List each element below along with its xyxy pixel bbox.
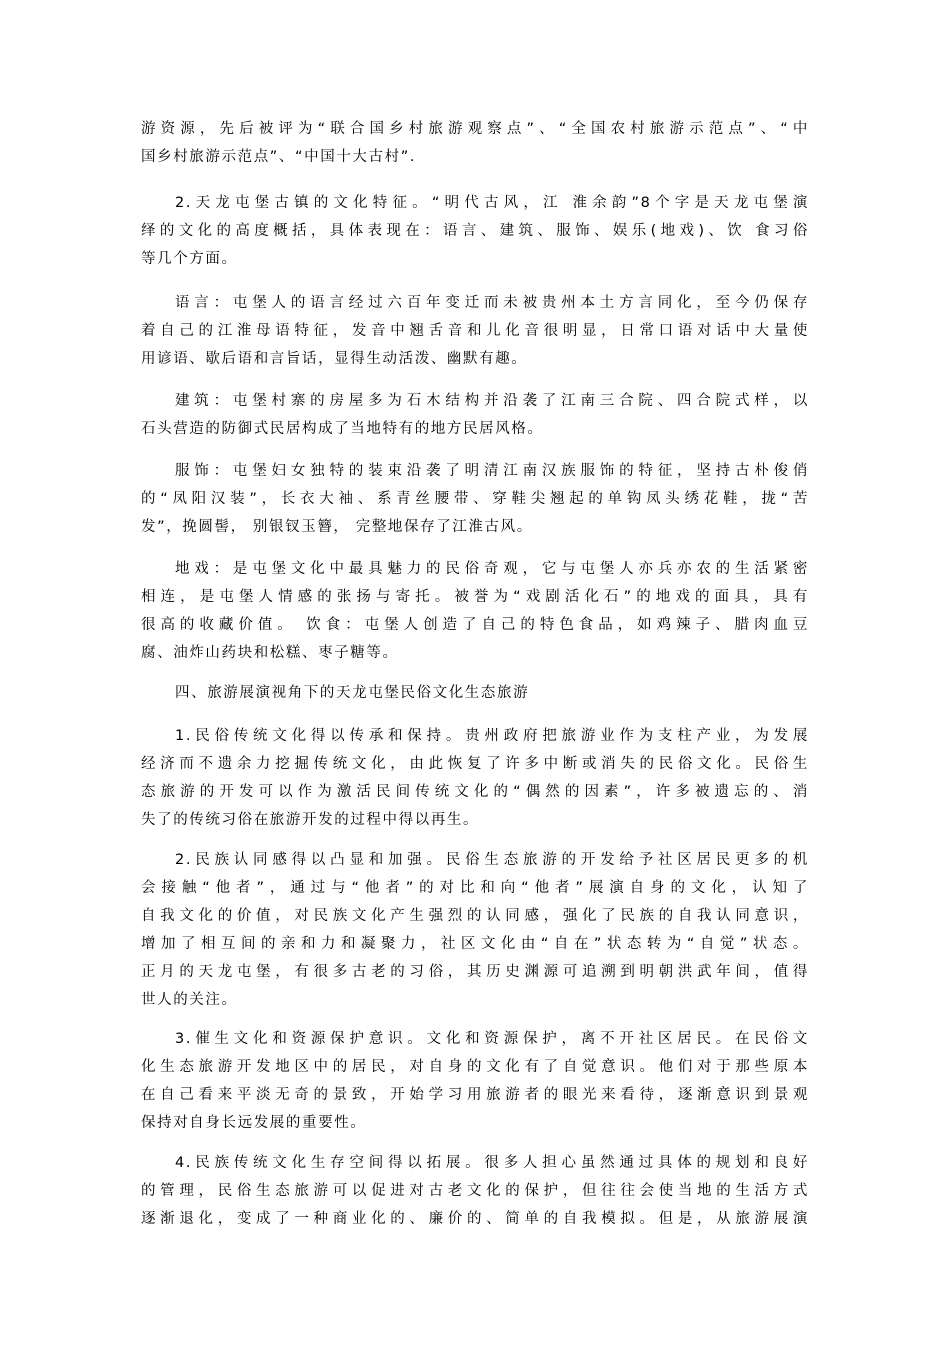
paragraph-continuation xyxy=(141,115,809,171)
text-line: 失了的传统习俗在旅游开发的过程中得以再生。 xyxy=(141,812,480,828)
paragraph-architecture xyxy=(141,387,809,443)
text-line: 在自己看来平淡无奇的景致，开始学习用旅游者的眼光来看待，逐渐意识到景观 xyxy=(141,1087,809,1103)
paragraph xyxy=(141,115,809,171)
text-line: 服饰：屯堡妇女独特的装束沿袭了明清江南汉族服饰的特征，坚持古朴俊俏 xyxy=(175,463,809,479)
text-line: 化生态旅游开发地区中的居民，对自身的文化有了自觉意识。他们对于那些原本 xyxy=(141,1059,809,1075)
text-line: 正月的天龙屯堡，有很多古老的习俗，其历史渊源可追溯到明朝洪武年间，值得 xyxy=(141,964,809,980)
text-line: 石头营造的防御式民居构成了当地特有的地方民居风格。 xyxy=(141,421,544,437)
paragraph xyxy=(141,1025,809,1137)
text-line: 自我文化的价值，对民族文化产生强烈的认同感，强化了民族的自我认同意识， xyxy=(141,908,809,924)
paragraph-dixi-opera xyxy=(141,555,809,667)
paragraph-folk-culture xyxy=(141,722,809,834)
paragraph xyxy=(141,457,809,541)
text-line: 发”，挽圆髻， 别银钗玉簪， 完整地保存了江淮古风。 xyxy=(141,519,533,535)
text-line: 相连，是屯堡人情感的张扬与寄托。被誉为“戏剧活化石”的地戏的面具，具有 xyxy=(141,589,809,605)
heading-text: 四、旅游展演视角下的天龙屯堡民俗文化生态旅游 xyxy=(175,685,530,701)
text-line: 2.天龙屯堡古镇的文化特征。“明代古风，江 淮余韵”8个字是天龙屯堡演 xyxy=(175,195,809,211)
paragraph xyxy=(141,846,809,1014)
text-line: 3.催生文化和资源保护意识。文化和资源保护，离不开社区居民。在民俗文 xyxy=(175,1031,809,1047)
text-line: 的管理，民俗生态旅游可以促进对古老文化的保护，但往往会使当地的生活方式 xyxy=(141,1183,809,1199)
paragraph xyxy=(141,189,809,273)
text-line: 等几个方面。 xyxy=(141,251,238,267)
text-line: 用谚语、歇后语和言旨话，显得生动活泼、幽默有趣。 xyxy=(141,351,528,367)
paragraph-protection-awareness xyxy=(141,1025,809,1137)
text-line: 腐、油炸山药块和松糕、枣子糖等。 xyxy=(141,645,399,661)
text-line: 态旅游的开发可以作为激活民间传统文化的“偶然的因素”，许多被遗忘的、消 xyxy=(141,784,809,800)
paragraph xyxy=(141,387,809,443)
paragraph xyxy=(141,289,809,373)
text-line: 保持对自身长远发展的重要性。 xyxy=(141,1115,367,1131)
text-line: 2.民族认同感得以凸显和加强。民俗生态旅游的开发给予社区居民更多的机 xyxy=(175,852,809,868)
text-line: 建筑：屯堡村寨的房屋多为石木结构并沿袭了江南三合院、四合院式样，以 xyxy=(175,393,809,409)
text-line: 世人的关注。 xyxy=(141,992,238,1008)
text-line: 逐渐退化，变成了一种商业化的、廉价的、简单的自我模拟。但是，从旅游展演 xyxy=(141,1211,809,1227)
text-line: 经济而不遗余力挖掘传统文化，由此恢复了许多中断或消失的民俗文化。民俗生 xyxy=(141,756,809,772)
text-line: 4.民族传统文化生存空间得以拓展。很多人担心虽然通过具体的规划和良好 xyxy=(175,1155,809,1171)
paragraph-ethnic-identity xyxy=(141,846,809,1014)
text-line: 增加了相互间的亲和力和凝聚力，社区文化由“自在”状态转为“自觉”状态。 xyxy=(141,936,809,952)
text-line: 很高的收藏价值。 饮食：屯堡人创造了自己的特色食品，如鸡辣子、腊肉血豆 xyxy=(141,617,809,633)
text-line: 着自己的江淮母语特征，发音中翘舌音和儿化音很明显，日常口语对话中大量使 xyxy=(141,323,809,339)
heading xyxy=(141,679,809,707)
text-line: 绎的文化的高度概括，具体表现在：语言、建筑、服饰、娱乐(地戏)、饮 食习俗 xyxy=(141,223,809,239)
paragraph xyxy=(141,1149,809,1233)
paragraph-language xyxy=(141,289,809,373)
text-line: 国乡村旅游示范点”、“中国十大古村”. xyxy=(141,149,417,165)
paragraph-clothing xyxy=(141,457,809,541)
text-line: 的“凤阳汉装”，长衣大袖、系青丝腰带、穿鞋尖翘起的单钩凤头绣花鞋，拢“苦 xyxy=(141,491,809,507)
text-line: 1.民俗传统文化得以传承和保持。贵州政府把旅游业作为支柱产业，为发展 xyxy=(175,728,809,744)
text-line: 游资源，先后被评为“联合国乡村旅游观察点”、“全国农村旅游示范点”、“中 xyxy=(141,121,809,137)
text-line: 会接触“他者”，通过与“他者”的对比和向“他者”展演自身的文化，认知了 xyxy=(141,880,809,896)
section-heading xyxy=(141,679,809,707)
paragraph xyxy=(141,555,809,667)
text-line: 地戏：是屯堡文化中最具魅力的民俗奇观，它与屯堡人亦兵亦农的生活紧密 xyxy=(175,561,809,577)
paragraph-cultural-features xyxy=(141,189,809,273)
paragraph-living-space xyxy=(141,1149,809,1233)
paragraph xyxy=(141,722,809,834)
text-line: 语言：屯堡人的语言经过六百年变迁而未被贵州本土方言同化，至今仍保存 xyxy=(175,295,809,311)
